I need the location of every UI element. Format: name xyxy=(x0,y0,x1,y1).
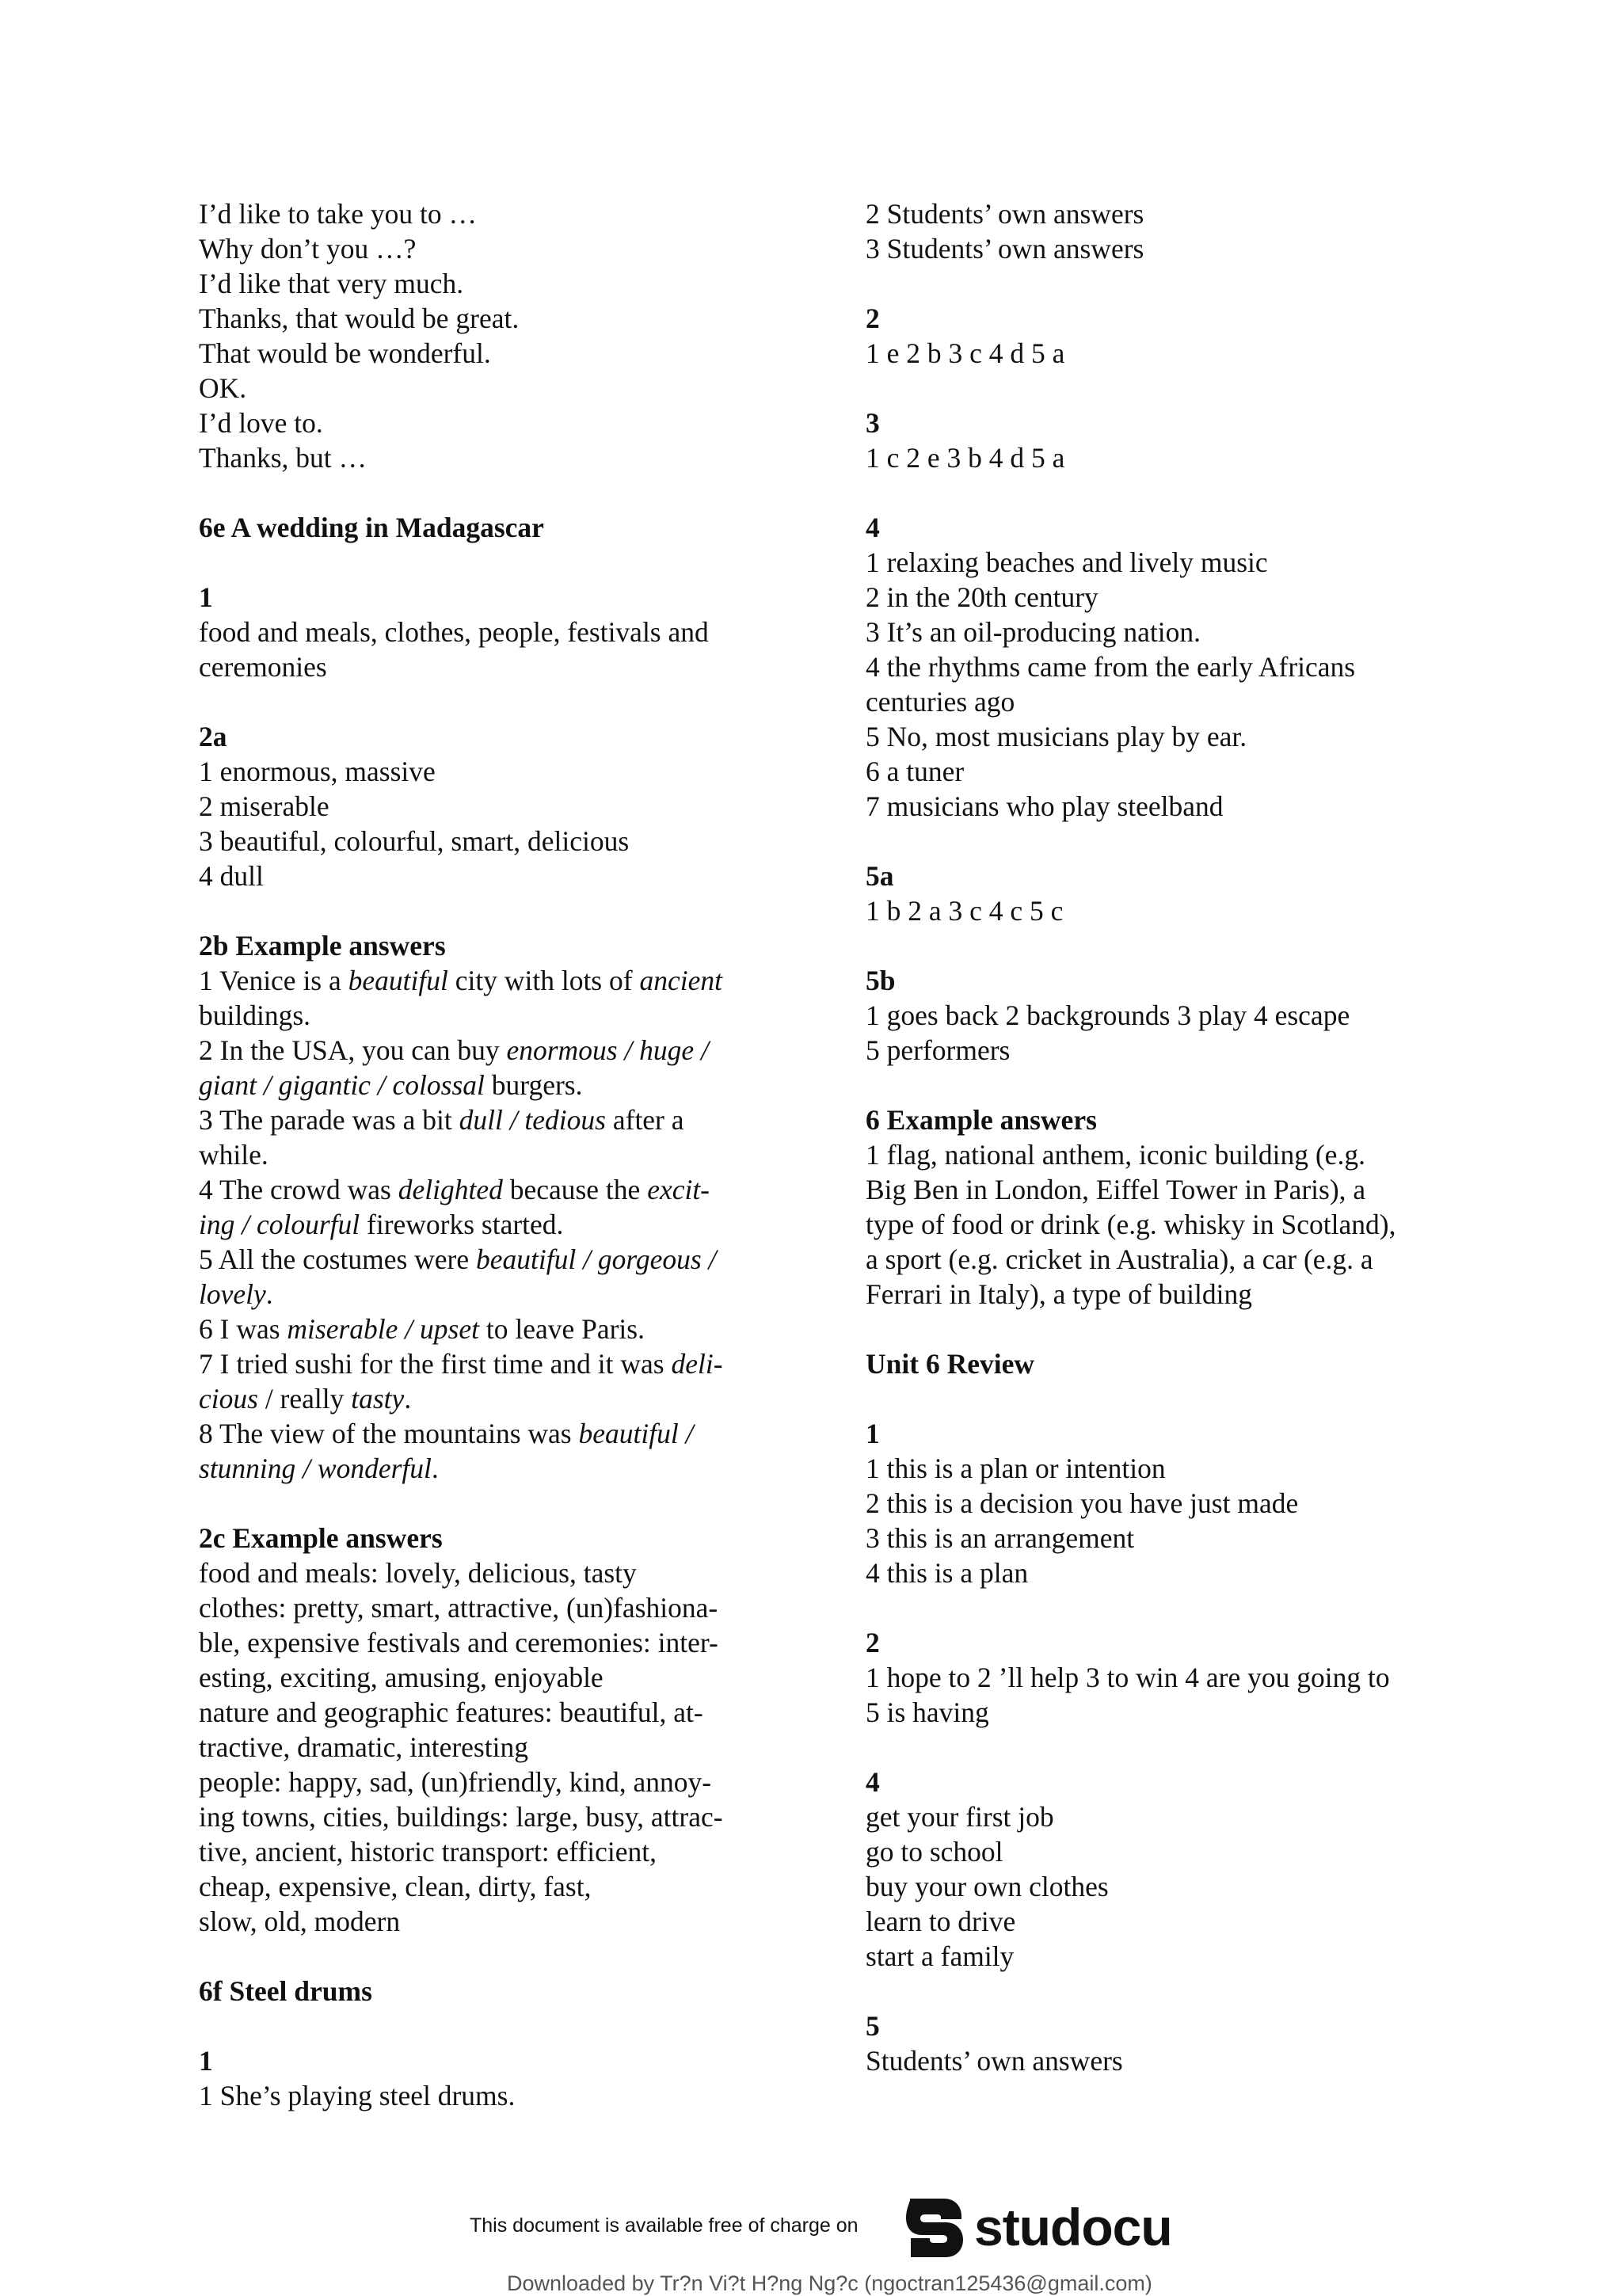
italic-segment: stunning / wonderful xyxy=(199,1453,432,1484)
text-line: food and meals: lovely, delicious, tasty xyxy=(199,1557,637,1589)
text-line: 4 this is a plan xyxy=(866,1557,1029,1589)
section-heading: 4 xyxy=(866,1766,880,1798)
text-line: esting, exciting, amusing, enjoyable xyxy=(199,1662,603,1693)
text-line: Students’ own answers xyxy=(866,2045,1123,2077)
text-line: 1 b 2 a 3 c 4 c 5 c xyxy=(866,895,1064,927)
text-segment: 5 All the costumes were xyxy=(199,1243,476,1275)
italic-segment: delighted xyxy=(398,1174,503,1205)
text-line: 1 goes back 2 backgrounds 3 play 4 escape xyxy=(866,1000,1350,1031)
text-segment: city with lots of xyxy=(447,965,640,996)
text-line: buildings. xyxy=(199,1000,311,1031)
text-line: That would be wonderful. xyxy=(199,337,491,369)
text-line: I’d love to. xyxy=(199,407,323,439)
section-heading: 5b xyxy=(866,965,896,996)
section-heading: 6 Example answers xyxy=(866,1104,1097,1136)
text-line: tractive, dramatic, interesting xyxy=(199,1731,528,1763)
text-line: start a family xyxy=(866,1940,1015,1972)
section-heading: 5 xyxy=(866,2010,880,2042)
text-line: 5 performers xyxy=(866,1034,1011,1066)
text-line xyxy=(199,1277,785,1312)
text-line xyxy=(199,1172,785,1207)
section-heading: Unit 6 Review xyxy=(866,1348,1034,1380)
text-line: slow, old, modern xyxy=(199,1906,401,1937)
spacer xyxy=(866,475,1468,510)
text-line: Ferrari in Italy), a type of building xyxy=(866,1278,1252,1310)
text-line: 1 c 2 e 3 b 4 d 5 a xyxy=(866,442,1065,474)
spacer xyxy=(866,824,1468,859)
text-segment: fireworks started. xyxy=(360,1209,564,1240)
text-line: 3 this is an arrangement xyxy=(866,1522,1135,1554)
text-line: 4 the rhythms came from the early Africans xyxy=(866,651,1356,683)
text-line: tive, ancient, historic transport: efficient, xyxy=(199,1836,657,1868)
text-segment: . xyxy=(265,1278,273,1310)
spacer xyxy=(199,2009,785,2043)
studocu-logo-icon xyxy=(903,2194,966,2260)
downloaded-by-note: Downloaded by Tr?n Vi?t H?ng Ng?c (ngoctran125436@gmail.com) xyxy=(507,2271,1152,2295)
text-line xyxy=(199,963,785,998)
text-line: clothes: pretty, smart, attractive, (un)fashiona- xyxy=(199,1592,718,1624)
text-line: 4 dull xyxy=(199,860,264,892)
italic-segment: tasty xyxy=(351,1383,405,1415)
text-line: ceremonies xyxy=(199,651,327,683)
text-line xyxy=(199,1451,785,1486)
text-line: OK. xyxy=(199,372,247,404)
text-segment: burgers. xyxy=(484,1069,583,1101)
text-segment: because the xyxy=(502,1174,648,1205)
text-line: ble, expensive festivals and ceremonies: inter- xyxy=(199,1627,718,1658)
studocu-logo[interactable] xyxy=(903,2194,1172,2260)
section-heading: 6e A wedding in Madagascar xyxy=(199,512,544,543)
spacer xyxy=(199,893,785,928)
section-heading: 5a xyxy=(866,860,894,892)
text-line: 2 in the 20th century xyxy=(866,581,1098,613)
text-line: Big Ben in London, Eiffel Tower in Paris), a xyxy=(866,1174,1366,1205)
text-segment: after a xyxy=(605,1104,684,1136)
text-line: 7 musicians who play steelband xyxy=(866,790,1224,822)
text-line: Thanks, but … xyxy=(199,442,367,474)
text-line: 1 enormous, massive xyxy=(199,756,436,787)
text-line: Thanks, that would be great. xyxy=(199,303,520,334)
text-segment: 3 The parade was a bit xyxy=(199,1104,459,1136)
spacer xyxy=(866,1312,1468,1346)
text-line: nature and geographic features: beautiful, at- xyxy=(199,1696,703,1728)
text-line: 1 this is a plan or intention xyxy=(866,1453,1166,1484)
text-line xyxy=(199,1242,785,1277)
italic-segment: dull / tedious xyxy=(459,1104,606,1136)
text-line: type of food or drink (e.g. whisky in Scotland), xyxy=(866,1209,1396,1240)
italic-segment: giant / gigantic / colossal xyxy=(199,1069,485,1101)
spacer xyxy=(866,1974,1468,2009)
spacer xyxy=(866,1590,1468,1625)
spacer xyxy=(866,928,1468,963)
text-line: food and meals, clothes, people, festivals and xyxy=(199,616,709,648)
italic-segment: lovely xyxy=(199,1278,266,1310)
text-line: Why don’t you …? xyxy=(199,233,417,265)
spacer xyxy=(866,1381,1468,1416)
text-line: get your first job xyxy=(866,1801,1054,1833)
italic-segment: enormous / huge / xyxy=(506,1034,709,1066)
text-line: 3 Students’ own answers xyxy=(866,233,1144,265)
text-line: a sport (e.g. cricket in Australia), a car (e.g. a xyxy=(866,1243,1373,1275)
text-segment: . xyxy=(431,1453,439,1484)
text-line: 1 e 2 b 3 c 4 d 5 a xyxy=(866,337,1065,369)
italic-segment: beautiful xyxy=(348,965,448,996)
text-segment: 4 The crowd was xyxy=(199,1174,398,1205)
italic-segment: deli- xyxy=(671,1348,723,1380)
text-line: 5 No, most musicians play by ear. xyxy=(866,721,1247,752)
section-heading: 2a xyxy=(199,721,227,752)
italic-segment: ancient xyxy=(639,965,722,996)
spacer xyxy=(866,266,1468,301)
text-line xyxy=(199,1207,785,1242)
text-line: 5 is having xyxy=(866,1696,989,1728)
studocu-logo-text: studocu xyxy=(974,2198,1172,2256)
text-line: I’d like to take you to … xyxy=(199,198,477,230)
section-heading: 4 xyxy=(866,512,880,543)
text-line: go to school xyxy=(866,1836,1003,1868)
text-line: 1 relaxing beaches and lively music xyxy=(866,546,1268,578)
text-line: learn to drive xyxy=(866,1906,1016,1937)
spacer xyxy=(199,1486,785,1521)
text-line xyxy=(199,1416,785,1451)
text-line: cheap, expensive, clean, dirty, fast, xyxy=(199,1871,592,1902)
text-segment: / really xyxy=(257,1383,352,1415)
text-line: ing towns, cities, buildings: large, busy, attrac- xyxy=(199,1801,723,1833)
section-heading: 2 xyxy=(866,303,880,334)
section-heading: 1 xyxy=(866,1418,880,1449)
text-segment: 6 I was xyxy=(199,1313,287,1345)
text-line: 1 flag, national anthem, iconic building (e.g. xyxy=(866,1139,1365,1171)
text-line xyxy=(199,1381,785,1416)
text-line: while. xyxy=(199,1139,268,1171)
text-segment: 8 The view of the mountains was xyxy=(199,1418,579,1449)
section-heading: 3 xyxy=(866,407,880,439)
section-heading: 2b Example answers xyxy=(199,930,446,961)
text-segment: 7 I tried sushi for the first time and it was xyxy=(199,1348,672,1380)
text-line xyxy=(199,1102,785,1137)
section-heading: 6f Steel drums xyxy=(199,1975,372,2007)
section-heading: 2 xyxy=(866,1627,880,1658)
section-heading: 1 xyxy=(199,581,213,613)
footer-note: This document is available free of charge on xyxy=(470,2214,859,2237)
spacer xyxy=(199,1939,785,1974)
spacer xyxy=(866,371,1468,406)
text-line: 1 hope to 2 ’ll help 3 to win 4 are you going to xyxy=(866,1662,1390,1693)
text-line: 2 miserable xyxy=(199,790,329,822)
text-line xyxy=(199,1033,785,1068)
italic-segment: excit- xyxy=(647,1174,710,1205)
text-segment: 2 In the USA, you can buy xyxy=(199,1034,507,1066)
spacer xyxy=(199,475,785,510)
italic-segment: cious xyxy=(199,1383,258,1415)
spacer xyxy=(866,1068,1468,1102)
spacer xyxy=(866,1730,1468,1765)
text-segment: to leave Paris. xyxy=(478,1313,645,1345)
text-line: 1 She’s playing steel drums. xyxy=(199,2080,516,2111)
text-line xyxy=(199,1068,785,1102)
text-line xyxy=(199,1312,785,1346)
text-line: buy your own clothes xyxy=(866,1871,1109,1902)
right-column xyxy=(866,196,1468,2078)
text-line: people: happy, sad, (un)friendly, kind, annoy- xyxy=(199,1766,712,1798)
italic-segment: ing / colourful xyxy=(199,1209,360,1240)
text-line: 3 It’s an oil-producing nation. xyxy=(866,616,1201,648)
text-line: 2 Students’ own answers xyxy=(866,198,1144,230)
left-column xyxy=(199,196,785,2113)
italic-segment: beautiful / gorgeous / xyxy=(476,1243,717,1275)
text-line xyxy=(199,1346,785,1381)
text-line: I’d like that very much. xyxy=(199,268,464,299)
text-segment: . xyxy=(404,1383,412,1415)
section-heading: 2c Example answers xyxy=(199,1522,443,1554)
text-line: 2 this is a decision you have just made xyxy=(866,1487,1299,1519)
spacer xyxy=(199,684,785,719)
text-line: 3 beautiful, colourful, smart, delicious xyxy=(199,825,630,857)
italic-segment: beautiful / xyxy=(578,1418,694,1449)
italic-segment: miserable / upset xyxy=(287,1313,479,1345)
text-segment: 1 Venice is a xyxy=(199,965,348,996)
text-line: 6 a tuner xyxy=(866,756,965,787)
text-line: centuries ago xyxy=(866,686,1015,718)
section-heading: 1 xyxy=(199,2045,213,2077)
spacer xyxy=(199,545,785,580)
